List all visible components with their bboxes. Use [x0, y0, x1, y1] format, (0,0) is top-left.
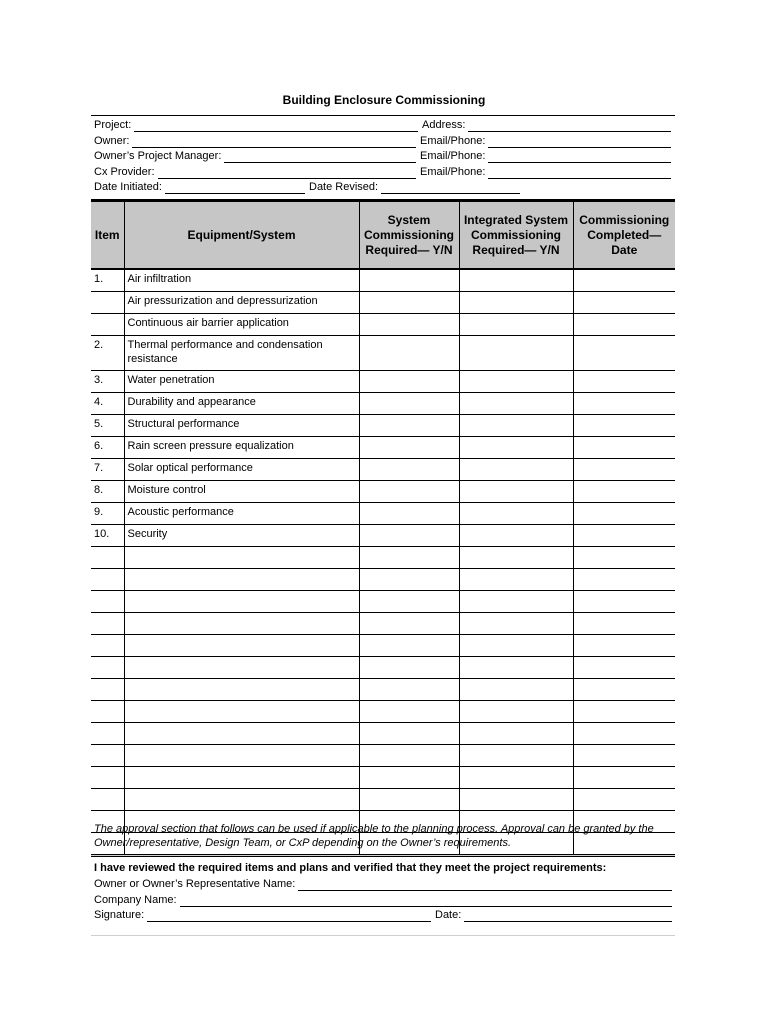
system-cx-cell[interactable] — [359, 657, 459, 679]
equipment-cell[interactable] — [124, 635, 359, 657]
equipment-cell[interactable] — [124, 613, 359, 635]
completed-date-cell[interactable] — [573, 569, 675, 591]
equipment-cell: Water penetration — [124, 371, 359, 393]
integrated-cx-cell[interactable] — [459, 767, 573, 789]
system-cx-cell[interactable] — [359, 789, 459, 811]
page-title: Building Enclosure Commissioning — [282, 93, 486, 107]
integrated-cx-cell[interactable] — [459, 613, 573, 635]
rep-name-label: Owner or Owner’s Representative Name: — [94, 878, 296, 890]
table-row — [91, 481, 675, 503]
project-field[interactable] — [94, 117, 418, 132]
system-cx-cell[interactable] — [359, 569, 459, 591]
integrated-cx-cell[interactable] — [459, 525, 573, 547]
rep-name-field[interactable] — [94, 876, 672, 891]
table-header-row — [91, 201, 675, 270]
header-divider — [91, 115, 675, 116]
opm-email-field[interactable] — [420, 148, 671, 163]
blank-table-row — [91, 569, 675, 591]
completed-date-cell[interactable] — [573, 547, 675, 569]
completed-date-cell[interactable] — [573, 269, 675, 292]
system-cx-cell[interactable] — [359, 503, 459, 525]
system-cx-cell[interactable] — [359, 745, 459, 767]
completed-date-cell[interactable] — [573, 481, 675, 503]
project-label: Project: — [94, 119, 132, 131]
system-cx-cell[interactable] — [359, 481, 459, 503]
item-cell[interactable] — [91, 679, 124, 701]
opm-field[interactable] — [94, 148, 416, 163]
opm-email-label: Email/Phone: — [420, 150, 486, 162]
blank-table-row — [91, 767, 675, 789]
system-cx-cell[interactable] — [359, 393, 459, 415]
bottom-divider — [91, 935, 675, 936]
item-cell — [91, 292, 124, 314]
system-cx-cell[interactable] — [359, 437, 459, 459]
table-row — [91, 437, 675, 459]
opm-label: Owner’s Project Manager: — [94, 150, 222, 162]
equipment-cell[interactable] — [124, 657, 359, 679]
table-row — [91, 269, 675, 292]
equipment-cell: Solar optical performance — [124, 459, 359, 481]
table-row — [91, 525, 675, 547]
table-row — [91, 393, 675, 415]
table-row — [91, 371, 675, 393]
completed-date-cell[interactable] — [573, 723, 675, 745]
table-row — [91, 415, 675, 437]
item-cell: 3. — [91, 371, 124, 393]
item-cell[interactable] — [91, 591, 124, 613]
rep-name-input-line[interactable] — [298, 878, 672, 891]
integrated-cx-cell[interactable] — [459, 481, 573, 503]
item-cell: 7. — [91, 459, 124, 481]
header-integrated-cx: Integrated System Commissioning Required— Y/N — [459, 201, 573, 270]
cx-email-field[interactable] — [420, 164, 671, 179]
approval-declaration: I have reviewed the required items and plans and verified that they meet the project requirements: — [94, 862, 607, 874]
signature-label: Signature: — [94, 909, 145, 921]
equipment-cell[interactable] — [124, 789, 359, 811]
blank-table-row — [91, 591, 675, 613]
item-cell[interactable] — [91, 657, 124, 679]
table-body — [91, 269, 675, 856]
completed-date-cell[interactable] — [573, 393, 675, 415]
date-initiated-field[interactable] — [94, 179, 305, 194]
blank-table-row — [91, 635, 675, 657]
commissioning-table — [91, 199, 675, 857]
equipment-cell: Air pressurization and depressurization — [124, 292, 359, 314]
equipment-cell[interactable] — [124, 745, 359, 767]
item-cell[interactable] — [91, 613, 124, 635]
completed-date-cell[interactable] — [573, 314, 675, 336]
integrated-cx-cell[interactable] — [459, 371, 573, 393]
integrated-cx-cell[interactable] — [459, 745, 573, 767]
item-cell[interactable] — [91, 789, 124, 811]
item-cell[interactable] — [91, 547, 124, 569]
integrated-cx-cell[interactable] — [459, 547, 573, 569]
item-cell: 5. — [91, 415, 124, 437]
system-cx-cell[interactable] — [359, 635, 459, 657]
integrated-cx-cell[interactable] — [459, 336, 573, 371]
system-cx-cell[interactable] — [359, 767, 459, 789]
cx-provider-label: Cx Provider: — [94, 166, 155, 178]
integrated-cx-cell[interactable] — [459, 723, 573, 745]
equipment-cell: Acoustic performance — [124, 503, 359, 525]
integrated-cx-cell[interactable] — [459, 679, 573, 701]
completed-date-cell[interactable] — [573, 437, 675, 459]
approval-date-field[interactable] — [435, 907, 672, 922]
system-cx-cell[interactable] — [359, 591, 459, 613]
item-cell[interactable] — [91, 745, 124, 767]
system-cx-cell[interactable] — [359, 459, 459, 481]
blank-table-row — [91, 745, 675, 767]
item-cell: 6. — [91, 437, 124, 459]
company-label: Company Name: — [94, 894, 177, 906]
blank-table-row — [91, 701, 675, 723]
blank-table-row — [91, 657, 675, 679]
item-cell[interactable] — [91, 767, 124, 789]
item-cell: 4. — [91, 393, 124, 415]
equipment-cell[interactable] — [124, 767, 359, 789]
completed-date-cell[interactable] — [573, 701, 675, 723]
table-row — [91, 459, 675, 481]
blank-table-row — [91, 679, 675, 701]
integrated-cx-cell[interactable] — [459, 269, 573, 292]
system-cx-cell[interactable] — [359, 314, 459, 336]
completed-date-cell[interactable] — [573, 767, 675, 789]
equipment-cell: Moisture control — [124, 481, 359, 503]
equipment-cell: Structural performance — [124, 415, 359, 437]
integrated-cx-cell[interactable] — [459, 292, 573, 314]
system-cx-cell[interactable] — [359, 723, 459, 745]
system-cx-cell[interactable] — [359, 415, 459, 437]
equipment-cell[interactable] — [124, 723, 359, 745]
cx-email-input-line[interactable] — [488, 166, 671, 179]
approval-date-input-line[interactable] — [464, 909, 672, 922]
system-cx-cell[interactable] — [359, 336, 459, 371]
system-cx-cell[interactable] — [359, 679, 459, 701]
owner-input-line[interactable] — [132, 135, 416, 148]
opm-email-input-line[interactable] — [488, 150, 671, 163]
integrated-cx-cell[interactable] — [459, 591, 573, 613]
item-cell: 10. — [91, 525, 124, 547]
cx-email-label: Email/Phone: — [420, 166, 486, 178]
system-cx-cell[interactable] — [359, 547, 459, 569]
approval-date-label: Date: — [435, 909, 462, 921]
completed-date-cell[interactable] — [573, 525, 675, 547]
completed-date-cell[interactable] — [573, 679, 675, 701]
integrated-cx-cell[interactable] — [459, 393, 573, 415]
item-cell — [91, 314, 124, 336]
item-cell: 1. — [91, 269, 124, 292]
date-initiated-input-line[interactable] — [165, 181, 305, 194]
header-equipment: Equipment/System — [124, 201, 359, 270]
date-revised-label: Date Revised: — [309, 181, 379, 193]
equipment-cell[interactable] — [124, 547, 359, 569]
equipment-cell: Air infiltration — [124, 269, 359, 292]
blank-table-row — [91, 547, 675, 569]
integrated-cx-cell[interactable] — [459, 415, 573, 437]
completed-date-cell[interactable] — [573, 789, 675, 811]
completed-date-cell[interactable] — [573, 459, 675, 481]
integrated-cx-cell[interactable] — [459, 437, 573, 459]
date-revised-input-line[interactable] — [381, 181, 520, 194]
integrated-cx-cell[interactable] — [459, 459, 573, 481]
owner-email-label: Email/Phone: — [420, 135, 486, 147]
completed-date-cell[interactable] — [573, 336, 675, 371]
date-initiated-label: Date Initiated: — [94, 181, 162, 193]
completed-date-cell[interactable] — [573, 503, 675, 525]
owner-field[interactable] — [94, 133, 416, 148]
equipment-cell: Durability and appearance — [124, 393, 359, 415]
item-cell: 9. — [91, 503, 124, 525]
item-cell: 8. — [91, 481, 124, 503]
system-cx-cell[interactable] — [359, 292, 459, 314]
equipment-cell[interactable] — [124, 591, 359, 613]
blank-table-row — [91, 723, 675, 745]
equipment-cell: Thermal performance and condensation resistance — [124, 336, 359, 371]
equipment-cell[interactable] — [124, 569, 359, 591]
item-cell[interactable] — [91, 723, 124, 745]
integrated-cx-cell[interactable] — [459, 701, 573, 723]
header-item: Item — [91, 201, 124, 270]
owner-email-input-line[interactable] — [488, 135, 671, 148]
equipment-cell: Continuous air barrier application — [124, 314, 359, 336]
item-cell: 2. — [91, 336, 124, 371]
integrated-cx-cell[interactable] — [459, 314, 573, 336]
system-cx-cell[interactable] — [359, 613, 459, 635]
table-row — [91, 336, 675, 371]
address-input-line[interactable] — [468, 119, 671, 132]
blank-table-row — [91, 613, 675, 635]
equipment-cell: Security — [124, 525, 359, 547]
system-cx-cell[interactable] — [359, 525, 459, 547]
completed-date-cell[interactable] — [573, 745, 675, 767]
owner-email-field[interactable] — [420, 133, 671, 148]
approval-note: The approval section that follows can be used if applicable to the planning process. Approval can be granted by the Owner/representative, Design Team, or CxP depending on the Owner’s requirements. — [94, 823, 654, 849]
approval-divider — [91, 855, 675, 856]
integrated-cx-cell[interactable] — [459, 657, 573, 679]
equipment-cell[interactable] — [124, 701, 359, 723]
integrated-cx-cell[interactable] — [459, 789, 573, 811]
equipment-cell: Rain screen pressure equalization — [124, 437, 359, 459]
opm-input-line[interactable] — [224, 150, 416, 163]
completed-date-cell[interactable] — [573, 371, 675, 393]
blank-table-row — [91, 789, 675, 811]
equipment-cell[interactable] — [124, 679, 359, 701]
owner-label: Owner: — [94, 135, 130, 147]
table-row — [91, 314, 675, 336]
cx-provider-input-line[interactable] — [158, 166, 416, 179]
address-label: Address: — [422, 119, 466, 131]
project-input-line[interactable] — [134, 119, 418, 132]
header-system-cx: System Commissioning Required— Y/N — [359, 201, 459, 270]
signature-field[interactable] — [94, 907, 431, 922]
completed-date-cell[interactable] — [573, 591, 675, 613]
date-revised-field[interactable] — [309, 179, 520, 194]
completed-date-cell[interactable] — [573, 292, 675, 314]
cx-provider-field[interactable] — [94, 164, 416, 179]
system-cx-cell[interactable] — [359, 701, 459, 723]
company-input-line[interactable] — [180, 894, 672, 907]
completed-date-cell[interactable] — [573, 415, 675, 437]
completed-date-cell[interactable] — [573, 635, 675, 657]
table-row — [91, 503, 675, 525]
completed-date-cell[interactable] — [573, 657, 675, 679]
integrated-cx-cell[interactable] — [459, 569, 573, 591]
address-field[interactable] — [422, 117, 671, 132]
integrated-cx-cell[interactable] — [459, 503, 573, 525]
item-cell[interactable] — [91, 569, 124, 591]
signature-input-line[interactable] — [147, 909, 431, 922]
header-completed: Commissioning Completed— Date — [573, 201, 675, 270]
item-cell[interactable] — [91, 701, 124, 723]
integrated-cx-cell[interactable] — [459, 635, 573, 657]
completed-date-cell[interactable] — [573, 613, 675, 635]
item-cell[interactable] — [91, 635, 124, 657]
system-cx-cell[interactable] — [359, 371, 459, 393]
system-cx-cell[interactable] — [359, 269, 459, 292]
company-field[interactable] — [94, 892, 672, 907]
table-row — [91, 292, 675, 314]
